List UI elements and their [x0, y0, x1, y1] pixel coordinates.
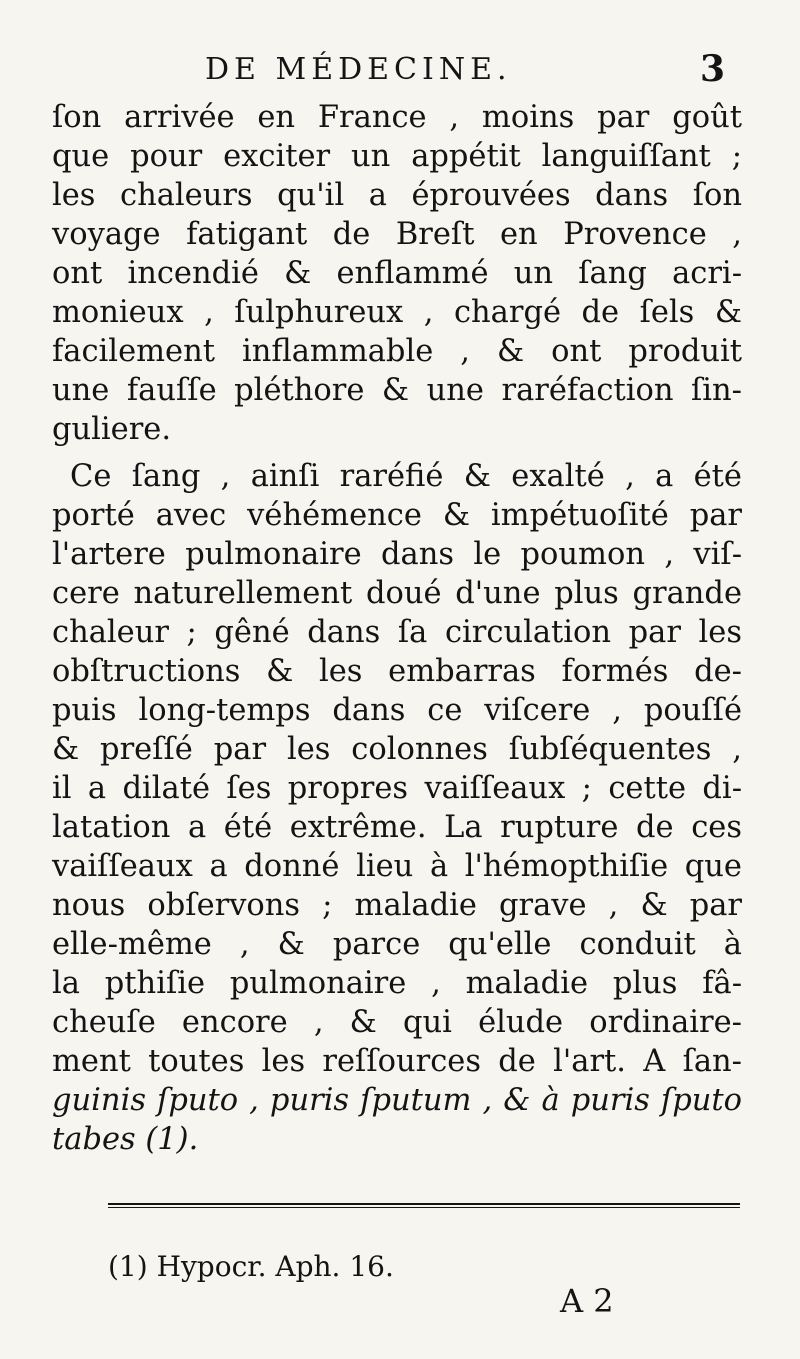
- text-line: tabes (1).: [52, 1122, 199, 1157]
- body-text: [52, 98, 742, 1159]
- text-line: chaleur ; gêné dans ſa circulation par les: [52, 615, 742, 650]
- footnote: (1) Hypocr. Aph. 16.: [108, 1250, 394, 1283]
- text-line: cere naturellement doué d'une plus grande: [52, 576, 742, 611]
- page-number: 3: [700, 48, 726, 90]
- text-line: elle-même , & parce qu'elle conduit à: [52, 927, 742, 962]
- text-line: vaiſſeaux a donné lieu à l'hémopthiſie que: [52, 849, 742, 884]
- text-line: la pthiſie pulmonaire , maladie plus fâ-: [52, 966, 742, 1001]
- text-line: les chaleurs qu'il a éprouvées dans ſon: [52, 178, 742, 213]
- text-line: & preſſé par les colonnes ſubſéquentes ,: [52, 732, 742, 767]
- text-line: il a dilaté ſes propres vaiſſeaux ; cette di-: [52, 771, 742, 806]
- text-line: obſtructions & les embarras formés de-: [52, 654, 742, 689]
- signature-mark: A 2: [560, 1282, 614, 1320]
- paragraph-gap: [52, 449, 742, 457]
- text-line: facilement inflammable , & ont produit: [52, 334, 742, 369]
- page-header: [0, 48, 800, 96]
- text-line: que pour exciter un appétit languiſſant ;: [52, 139, 742, 174]
- footnote-rule: [108, 1203, 740, 1208]
- text-line: Ce ſang , ainſi raréfié & exalté , a été: [70, 459, 742, 494]
- text-line: guinis ſputo , puris ſputum , & à puris ſputo: [52, 1083, 742, 1118]
- text-line: une fauſſe pléthore & une raréfaction ſin-: [52, 373, 742, 408]
- text-line: cheuſe encore , & qui élude ordinaire-: [52, 1005, 742, 1040]
- text-line: guliere.: [52, 412, 172, 447]
- running-head: DE MÉDECINE.: [205, 52, 512, 87]
- text-line: monieux , ſulphureux , chargé de ſels &: [52, 295, 742, 330]
- text-line: latation a été extrême. La rupture de ces: [52, 810, 742, 845]
- text-line: ſon arrivée en France , moins par goût: [52, 100, 742, 135]
- text-line: nous obſervons ; maladie grave , & par: [52, 888, 742, 923]
- text-line: l'artere pulmonaire dans le poumon , viſ-: [52, 537, 742, 572]
- text-line: puis long-temps dans ce viſcere , pouſſé: [52, 693, 742, 728]
- text-line: ment toutes les reſſources de l'art. A ſan-: [52, 1044, 742, 1079]
- text-line: porté avec véhémence & impétuoſité par: [52, 498, 742, 533]
- text-line: ont incendié & enflammé un ſang acri-: [52, 256, 742, 291]
- text-line: voyage fatigant de Breſt en Provence ,: [52, 217, 742, 252]
